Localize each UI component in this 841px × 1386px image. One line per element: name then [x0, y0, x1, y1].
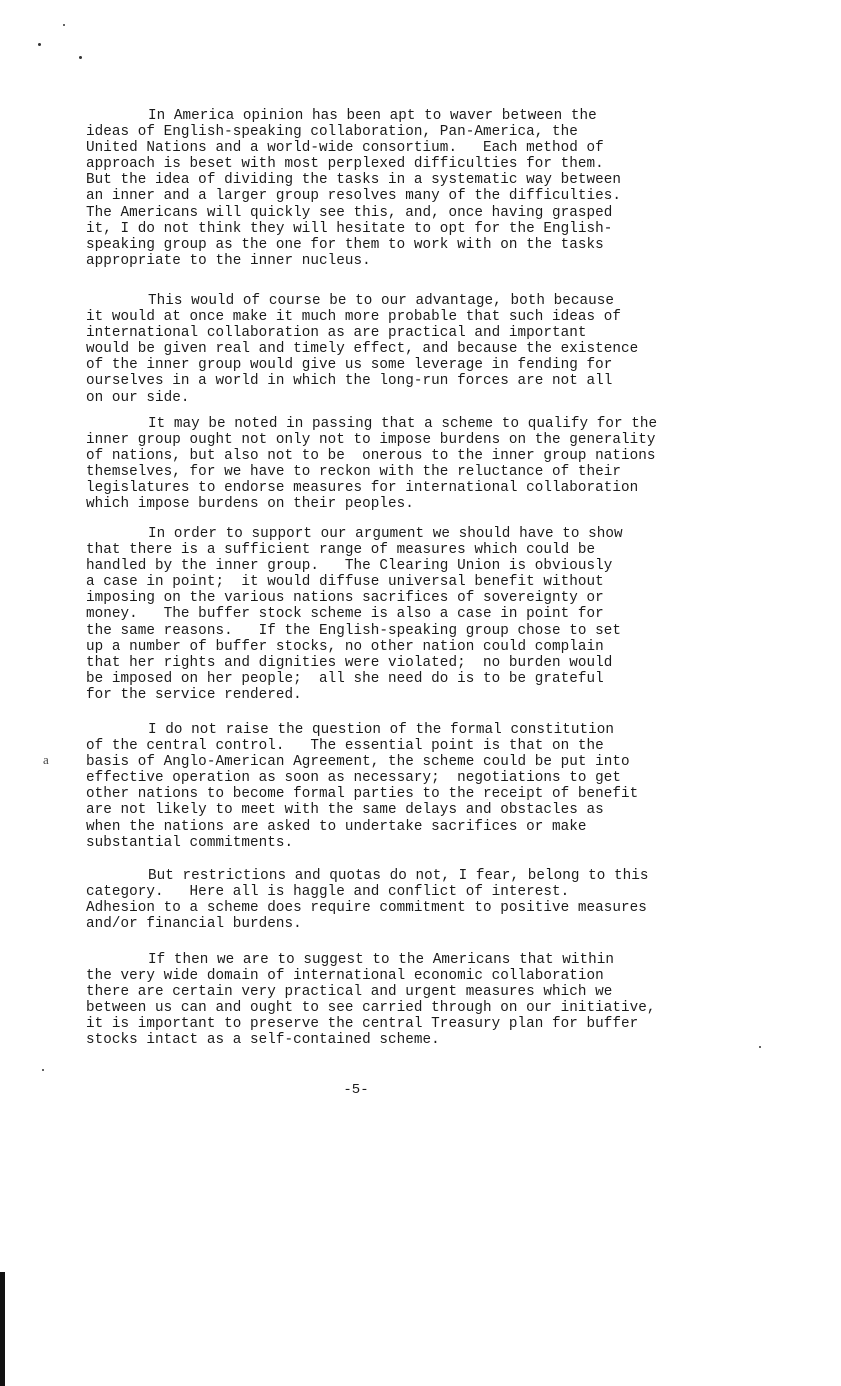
paragraph-line: United Nations and a world-wide consortium. Each method of — [86, 140, 604, 157]
paragraph-6 — [86, 868, 746, 932]
paragraph-line: international collaboration as are practical and important — [86, 325, 587, 342]
paragraph-4 — [86, 526, 746, 703]
paragraph-line: themselves, for we have to reckon with the reluctance of their — [86, 464, 622, 481]
paragraph-line: But restrictions and quotas do not, I fear, belong to this — [148, 868, 649, 884]
paragraph-line: there are certain very practical and urgent measures which we — [86, 984, 613, 1001]
paragraph-line: and/or financial burdens. — [86, 916, 302, 933]
paragraph-line: money. The buffer stock scheme is also a case in point for — [86, 606, 604, 623]
paragraph-line: of the central control. The essential point is that on the — [86, 738, 604, 755]
paragraph-line: legislatures to endorse measures for international collaboration — [86, 480, 639, 497]
paragraph-line: appropriate to the inner nucleus. — [86, 252, 371, 269]
paragraph-line: it would at once make it much more probable that such ideas of — [86, 309, 622, 326]
paragraph-line: category. Here all is haggle and conflict of interest. — [86, 884, 570, 901]
paragraph-line: In order to support our argument we should have to show — [148, 526, 623, 542]
paragraph-7 — [86, 952, 746, 1049]
paragraph-line: the very wide domain of international economic collaboration — [86, 968, 604, 985]
paragraph-line: would be given real and timely effect, and because the existence — [86, 341, 639, 358]
paragraph-line: it, I do not think they will hesitate to opt for the English- — [86, 220, 613, 237]
paragraph-line: on our side. — [86, 389, 190, 406]
paragraph-line: This would of course be to our advantage, both because — [148, 293, 614, 309]
paragraph-line: of nations, but also not to be onerous to the inner group nations — [86, 448, 656, 465]
paragraph-line: If then we are to suggest to the Americans that within — [148, 952, 614, 968]
paragraph-line: But the idea of dividing the tasks in a systematic way between — [86, 172, 622, 189]
paragraph-line: that her rights and dignities were violated; no burden would — [86, 654, 613, 671]
paragraph-line: imposing on the various nations sacrifices of sovereignty or — [86, 590, 604, 607]
margin-note: a — [43, 752, 49, 767]
paragraph-line: a case in point; it would diffuse universal benefit without — [86, 574, 604, 591]
paragraph-line: for the service rendered. — [86, 686, 302, 703]
paragraph-line: handled by the inner group. The Clearing Union is obviously — [86, 558, 613, 575]
paragraph-3 — [86, 416, 746, 513]
paragraph-line: be imposed on her people; all she need do is to be grateful — [86, 670, 604, 687]
paragraph-line: stocks intact as a self-contained scheme. — [86, 1032, 440, 1049]
scan-speck — [38, 43, 41, 46]
paragraph-5 — [86, 722, 746, 851]
scan-speck — [42, 1069, 44, 1071]
scan-speck — [759, 1046, 761, 1048]
paragraph-line: up a number of buffer stocks, no other nation could complain — [86, 638, 604, 655]
paragraph-line: ideas of English-speaking collaboration, Pan-America, the — [86, 124, 578, 141]
paragraph-line: when the nations are asked to undertake sacrifices or make — [86, 818, 587, 835]
paragraph-1 — [86, 108, 746, 269]
paragraph-line: In America opinion has been apt to waver between the — [148, 108, 597, 124]
paragraph-2 — [86, 293, 746, 406]
scan-speck — [63, 24, 65, 26]
paragraph-line: inner group ought not only not to impose burdens on the generality — [86, 432, 656, 449]
scan-speck — [79, 56, 82, 59]
scan-edge-shadow — [0, 1272, 5, 1386]
paragraph-line: I do not raise the question of the formal constitution — [148, 722, 614, 738]
paragraph-line: are not likely to meet with the same delays and obstacles as — [86, 802, 604, 819]
paragraph-line: speaking group as the one for them to work with on the tasks — [86, 236, 604, 253]
paragraph-line: It may be noted in passing that a scheme to qualify for the — [148, 416, 658, 432]
paragraph-line: The Americans will quickly see this, and, once having grasped — [86, 204, 613, 221]
paragraph-line: between us can and ought to see carried through on our initiative, — [86, 1000, 656, 1017]
paragraph-line: approach is beset with most perplexed difficulties for them. — [86, 156, 604, 173]
paragraph-line: an inner and a larger group resolves many of the difficulties. — [86, 188, 622, 205]
paragraph-line: ourselves in a world in which the long-run forces are not all — [86, 373, 613, 390]
paragraph-line: Adhesion to a scheme does require commitment to positive measures — [86, 900, 647, 917]
paragraph-line: effective operation as soon as necessary; negotiations to get — [86, 770, 622, 787]
paragraph-line: substantial commitments. — [86, 834, 294, 851]
paragraph-line: basis of Anglo-American Agreement, the scheme could be put into — [86, 754, 630, 771]
paragraph-line: of the inner group would give us some leverage in fending for — [86, 357, 613, 374]
paragraph-line: which impose burdens on their peoples. — [86, 496, 414, 513]
paragraph-line: it is important to preserve the central Treasury plan for buffer — [86, 1016, 639, 1033]
paragraph-line: the same reasons. If the English-speaking group chose to set — [86, 622, 622, 639]
page-number: -5- — [343, 1082, 369, 1098]
paragraph-line: that there is a sufficient range of measures which could be — [86, 542, 596, 559]
paragraph-line: other nations to become formal parties to the receipt of benefit — [86, 786, 639, 803]
